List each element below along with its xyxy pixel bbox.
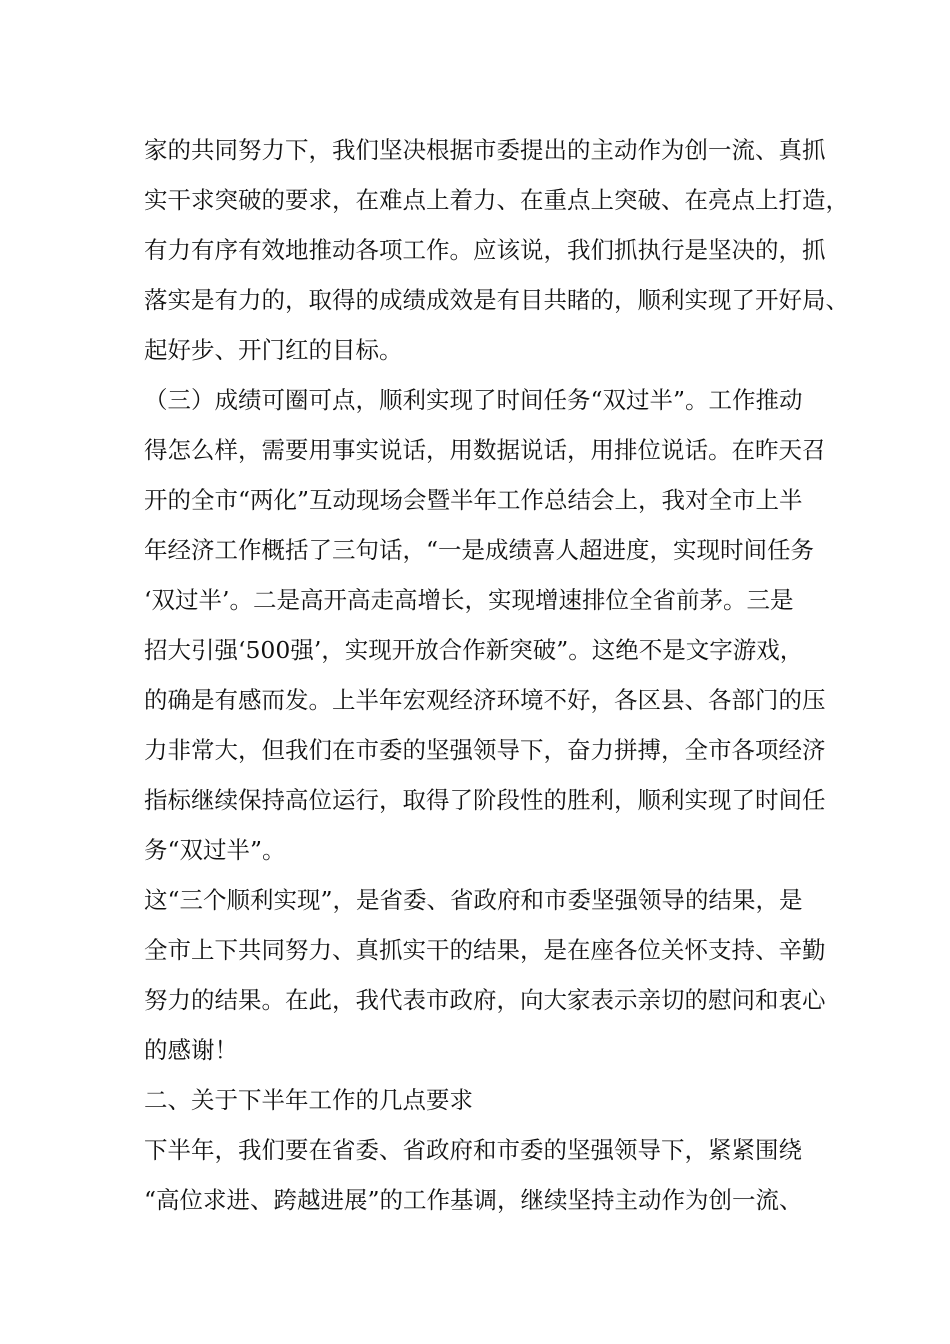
- text-line: 指标继续保持高位运行，取得了阶段性的胜利，顺利实现了时间任: [144, 786, 826, 814]
- text-line: 起好步、开门红的目标。: [144, 336, 403, 364]
- text-line: ‘双过半’。二是高开高走高增长，实现增速排位全省前茅。三是: [144, 586, 794, 614]
- text-line: “高位求进、跨越进展”的工作基调，继续坚持主动作为创一流、: [144, 1186, 803, 1214]
- text-line: 实干求突破的要求，在难点上着力、在重点上突破、在亮点上打造，: [144, 186, 849, 214]
- text-line: 开的全市“两化”互动现场会暨半年工作总结会上，我对全市上半: [144, 486, 803, 514]
- section-heading-3: （三）成绩可圈可点，顺利实现了时间任务“双过半”。工作推动: [144, 386, 803, 414]
- text-line: 有力有序有效地推动各项工作。应该说，我们抓执行是坚决的，抓: [144, 236, 826, 264]
- text-line: 落实是有力的，取得的成绩成效是有目共睹的，顺利实现了开好局、: [144, 286, 849, 314]
- text-line: 的感谢！: [144, 1036, 238, 1064]
- text-line: 这“三个顺利实现”，是省委、省政府和市委坚强领导的结果，是: [144, 886, 803, 914]
- text-line: 的确是有感而发。上半年宏观经济环境不好，各区县、各部门的压: [144, 686, 826, 714]
- text-line: 务“双过半”。: [144, 836, 286, 864]
- text-line: 下半年，我们要在省委、省政府和市委的坚强领导下，紧紧围绕: [144, 1136, 802, 1164]
- section-heading-2: 二、关于下半年工作的几点要求: [144, 1086, 473, 1114]
- text-line: 招大引强‘500强’，实现开放合作新突破”。这绝不是文字游戏，: [144, 636, 804, 664]
- text-line: 年经济工作概括了三句话，“一是成绩喜人超进度，实现时间任务: [144, 536, 815, 564]
- text-line: 得怎么样，需要用事实说话，用数据说话，用排位说话。在昨天召: [144, 436, 826, 464]
- text-line: 家的共同努力下，我们坚决根据市委提出的主动作为创一流、真抓: [144, 136, 826, 164]
- text-line: 努力的结果。在此，我代表市政府，向大家表示亲切的慰问和衷心: [144, 986, 826, 1014]
- text-line: 全市上下共同努力、真抓实干的结果，是在座各位关怀支持、辛勤: [144, 936, 826, 964]
- text-line: 力非常大，但我们在市委的坚强领导下，奋力拼搏，全市各项经济: [144, 736, 826, 764]
